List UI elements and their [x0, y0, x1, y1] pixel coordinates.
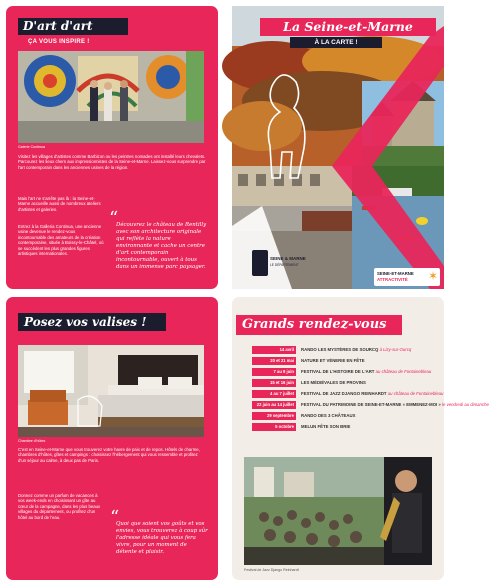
card2-title: La Seine-et-Marne [260, 18, 436, 36]
card-posez-vos-valises [6, 297, 218, 580]
event-name [296, 369, 431, 374]
event-title: NATURE ET VÉNERIE EN FÊTE [301, 358, 365, 363]
event-row [252, 367, 431, 376]
card4-title: Grands rendez-vous [236, 315, 402, 335]
graffiti-photo-art [18, 51, 204, 143]
event-date: 14 avril [252, 346, 296, 354]
card1-col2: Entrez à la Galleria Continua, une ancienne usine devenue le rendez-vous incontournable des amateurs de la création contemporaine, située à Boissy-le-Châtel, où se succèdent les plus grandes figures artistiques internationales. [18, 224, 104, 257]
card2-subtitle: À LA CARTE ! [290, 37, 382, 48]
event-date: 15 et 16 juin [252, 379, 296, 387]
event-name [296, 380, 366, 385]
event-row [252, 411, 355, 420]
event-row [252, 345, 411, 354]
event-title: RANDO DES 3 CHÂTEAUX [301, 413, 356, 418]
event-title: FESTIVAL DE JAZZ DJANGO REINHARDT [301, 391, 387, 396]
jazz-photo-scene [244, 457, 432, 565]
event-name [296, 358, 365, 363]
event-name [296, 347, 411, 352]
event-title: FESTIVAL DU PATRIMOINE DE SEINE-ET-MARNE « EMMENEZ-MOI » [301, 402, 441, 407]
card3-col1: Donnez comme un parfum de vacances à vos week-ends en choisissant un gîte au cœur de la campagne, dans les plus beaux villages du département, ou profitez d'un hôtel au bord de l'eau. [18, 493, 101, 520]
event-title: FESTIVAL DE L'HISTOIRE DE L'ART [301, 369, 375, 374]
card1-col1: Mais l'art ne s'arrête pas là : la Seine-et-Marne accueille aussi de nombreux ateliers d'artistes et galeries. [18, 196, 101, 212]
jazz-photo [244, 457, 432, 565]
graffiti-photo [18, 51, 204, 143]
star-icon: ✶ [427, 269, 438, 283]
brand-left-name: SEINE & MARNE [270, 256, 306, 261]
event-name [296, 424, 350, 429]
event-row [252, 356, 365, 365]
card1-caption: Galerie Continua [18, 145, 45, 149]
quote-mark-icon: “ [110, 507, 120, 528]
event-date: 4 au 7 juillet [252, 390, 296, 398]
card4-caption: Festival de Jazz Django Reinhardt [244, 568, 299, 572]
bedroom-photo [18, 345, 204, 437]
brand-left-sub: LE DÉPARTEMENT [270, 263, 299, 267]
attractivite-logo [374, 268, 440, 286]
card3-caption: Chambre d'hôtes [18, 439, 46, 443]
card1-subtitle: ÇA VOUS INSPIRE ! [28, 39, 90, 45]
event-date: 5 octobre [252, 423, 296, 431]
event-title: MELUN FÊTE SON BRIE [301, 424, 351, 429]
quote-mark-icon: “ [109, 208, 119, 229]
card-grands-rendez-vous [232, 297, 489, 580]
event-date: 29 septembre [252, 412, 296, 420]
card1-title: D'art d'art [18, 18, 128, 35]
event-row [252, 389, 443, 398]
event-date: 22 juin au 14 juillet [252, 401, 296, 409]
card1-intro: Visitez les villages d'artistes comme Barbizon ou les peintres nomades ont installé leurs chevalets. Parcourez les lieux chers aux impressionnistes de la Seine-et-Marne. Laissez-vous surprendre par l'art contemporain dans les anciennes usines de la région. [18, 154, 206, 170]
collage-background [232, 6, 444, 289]
department-logo [252, 250, 306, 280]
event-date: 7 au 9 juin [252, 368, 296, 376]
event-name [296, 413, 355, 418]
event-row [252, 422, 350, 431]
bedroom-photo-scene [18, 345, 204, 437]
card-seine-et-marne [232, 6, 444, 289]
event-location: le vendredi au dimanche [442, 402, 489, 407]
department-logo-mark-icon [252, 250, 268, 276]
card3-quote: Quoi que soient vos goûts et vos envies, vous trouverez à coup sûr l'adresse idéale qui vous fera vivre, pour un moment de détente et plaisir. [116, 521, 208, 555]
event-row [252, 378, 366, 387]
event-name [296, 391, 443, 396]
event-location: au château de Fontainebleau [387, 391, 444, 396]
card-dart-dart [6, 6, 218, 289]
event-location: au château de Fontainebleau [375, 369, 432, 374]
card1-quote: Découvrez le château de Rentilly avec son architecture originale qui reflète la nature environnante et cache un centre d'art contemporain incontournable, ouvert à tous dans un immense parc paysager. [116, 222, 207, 270]
event-date: 20 et 21 mai [252, 357, 296, 365]
brand-right-sub: ATTRACTIVITÉ [377, 277, 408, 282]
card3-title: Posez vos valises ! [18, 313, 166, 331]
event-location: à Lizy-sur-Ourcq [379, 347, 412, 352]
event-title: LES MÉDIÉVALES DE PROVINS [301, 380, 366, 385]
brand-right-name: SEINE-ET-MARNE [377, 271, 414, 276]
card3-intro: C'est en Seine-et-Marne que vous trouverez votre havre de paix et de repos. Hôtels de charme, chambres d'hôtes, gîtes et campings : choisissez l'hébergement qui vous ressemble et profitez d'un séjour au calme, à deux pas de Paris. [18, 447, 200, 463]
event-row [252, 400, 489, 409]
event-name [296, 402, 489, 407]
event-title: RANDO LES MYSTÈRES DE SOURCQ [301, 347, 379, 352]
